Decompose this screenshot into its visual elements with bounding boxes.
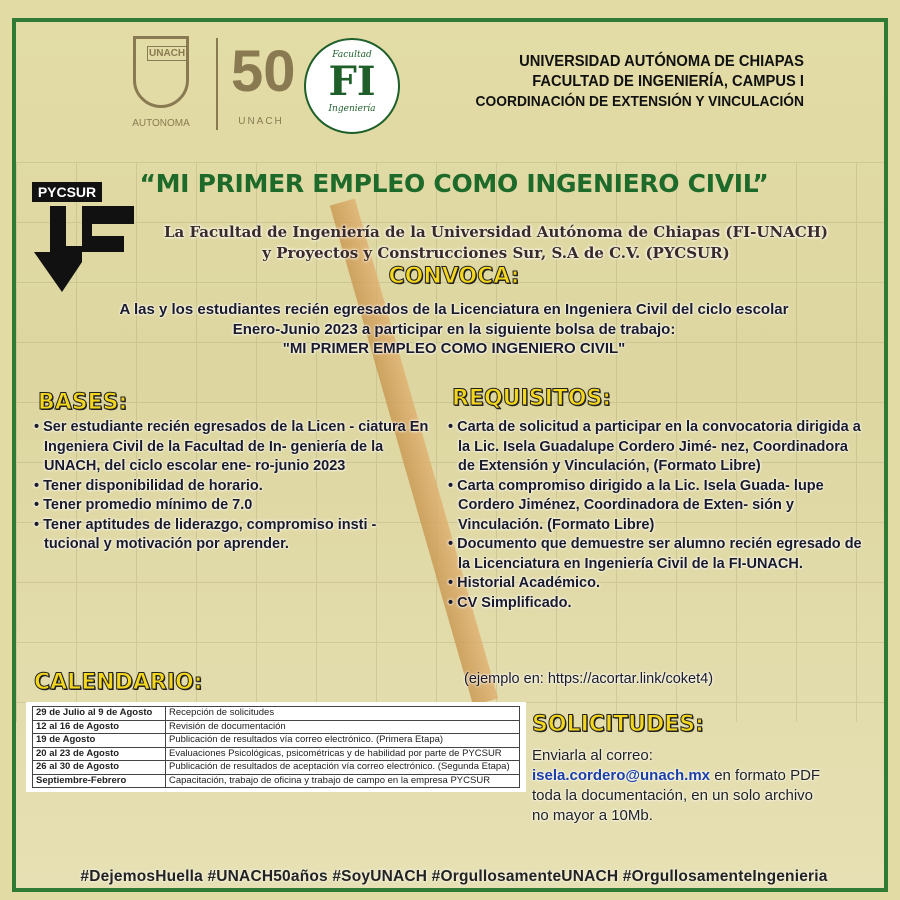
calendar-row bbox=[33, 707, 520, 721]
bases-item: • Ser estudiante recién egresados de la Licen - ciatura En Ingeniera Civil de la Facultad de In- geniería de la UNACH, del ciclo escolar ene- ro-junio 2023 bbox=[34, 418, 434, 477]
calendar-date: 26 al 30 de Agosto bbox=[33, 761, 166, 775]
calendario-heading: CALENDARIO: bbox=[34, 670, 203, 695]
calendar-date: 29 de Julio al 9 de Agosto bbox=[33, 707, 166, 721]
calendar-table bbox=[32, 706, 520, 788]
pycsur-logo: PYCSUR bbox=[32, 182, 136, 298]
bases-item: • Tener promedio mínimo de 7.0 bbox=[34, 496, 434, 516]
requisitos-item: • Documento que demuestre ser alumno recién egresado de la Licenciatura en Ingeniería Civil de la FI-UNACH. bbox=[448, 535, 868, 574]
requisitos-item: • Carta de solicitud a participar en la convocatoria dirigida a la Lic. Isela Guadalupe Cordero Jimé- nez, Coordinadora de Extensión y Vinculación, (Formato Libre) bbox=[448, 418, 868, 477]
solicitudes-text: Enviarla al correo: isela.cordero@unach.mx en formato PDF toda la documentación, en un solo archivo no mayor a 10Mb. bbox=[532, 747, 821, 824]
requisitos-item: • CV Simplificado. bbox=[448, 594, 868, 614]
solicitudes-heading: SOLICITUDES: bbox=[532, 712, 704, 737]
bases-heading: BASES: bbox=[38, 390, 128, 415]
calendar-row bbox=[33, 761, 520, 775]
calendar-row bbox=[33, 720, 520, 734]
calendar-activity: Publicación de resultados de aceptación vía correo electrónico. (Segunda Etapa) bbox=[166, 761, 520, 775]
calendar-date: 12 al 16 de Agosto bbox=[33, 720, 166, 734]
calendar-date: 20 al 23 de Agosto bbox=[33, 747, 166, 761]
calendar-date: 19 de Agosto bbox=[33, 734, 166, 748]
calendar-date: Septiembre-Febrero bbox=[33, 774, 166, 788]
bases-item: • Tener aptitudes de liderazgo, compromiso insti - tucional y motivación por aprender. bbox=[34, 516, 434, 555]
calendar-activity: Publicación de resultados vía correo electrónico. (Primera Etapa) bbox=[166, 734, 520, 748]
requisitos-item: • Historial Académico. bbox=[448, 574, 868, 594]
example-link[interactable]: (ejemplo en: https://acortar.link/coket4) bbox=[464, 671, 714, 687]
poster-frame bbox=[12, 18, 888, 892]
hashtags: #DejemosHuella #UNACH50años #SoyUNACH #OrgullosamenteUNACH #OrgullosamenteIngenieria bbox=[80, 868, 828, 885]
poster-title: “MI PRIMER EMPLEO COMO INGENIERO CIVIL” bbox=[139, 169, 769, 198]
calendar-row bbox=[33, 734, 520, 748]
calendar-panel bbox=[26, 702, 526, 792]
calendar-row bbox=[33, 747, 520, 761]
logo-divider bbox=[216, 38, 218, 130]
email-link[interactable]: isela.cordero@unach.mx bbox=[532, 767, 711, 784]
calendar-activity: Revisión de documentación bbox=[166, 720, 520, 734]
requisitos-item: • Carta compromiso dirigido a la Lic. Isela Guada- lupe Cordero Jiménez, Coordinadora de Exten- sión y Vinculación. (Formato Libre) bbox=[448, 477, 868, 536]
calendar-activity: Recepción de solicitudes bbox=[166, 707, 520, 721]
convoca-text: A las y los estudiantes recién egresados de la Licenciatura en Ingeniera Civil del ciclo escolar Enero-Junio 2023 a participar en la siguiente bolsa de trabajo: "MI PRIMER EMPLEO COMO INGENIERO CIVIL" bbox=[119, 301, 789, 357]
institution-heading: UNIVERSIDAD AUTÓNOMA DE CHIAPAS FACULTAD DE INGENIERÍA, CAMPUS I COORDINACIÓN DE EXTENSIÓN Y VINCULACIÓN bbox=[475, 53, 804, 110]
unach-50-logo: 50 UNACH bbox=[231, 39, 296, 127]
calendar-activity: Evaluaciones Psicológicas, psicométricas y de habilidad por parte de PYCSUR bbox=[166, 747, 520, 761]
calendar-row bbox=[33, 774, 520, 788]
requisitos-list bbox=[448, 418, 868, 613]
unach-logo: UNACH AUTONOMA bbox=[111, 34, 211, 134]
requisitos-heading: REQUISITOS: bbox=[452, 386, 612, 411]
convoca-heading: CONVOCA: bbox=[388, 264, 520, 289]
bases-item: • Tener disponibilidad de horario. bbox=[34, 477, 434, 497]
intro-text: La Facultad de Ingeniería de la Universidad Autónoma de Chiapas (FI-UNACH) y Proyectos y Construcciones Sur, S.A de C.V. (PYCSUR) bbox=[163, 223, 829, 262]
bases-list bbox=[34, 418, 434, 555]
fi-faculty-logo: Facultad FI Ingeniería bbox=[304, 38, 400, 134]
calendar-activity: Capacitación, trabajo de oficina y trabajo de campo en la empresa PYCSUR bbox=[166, 774, 520, 788]
